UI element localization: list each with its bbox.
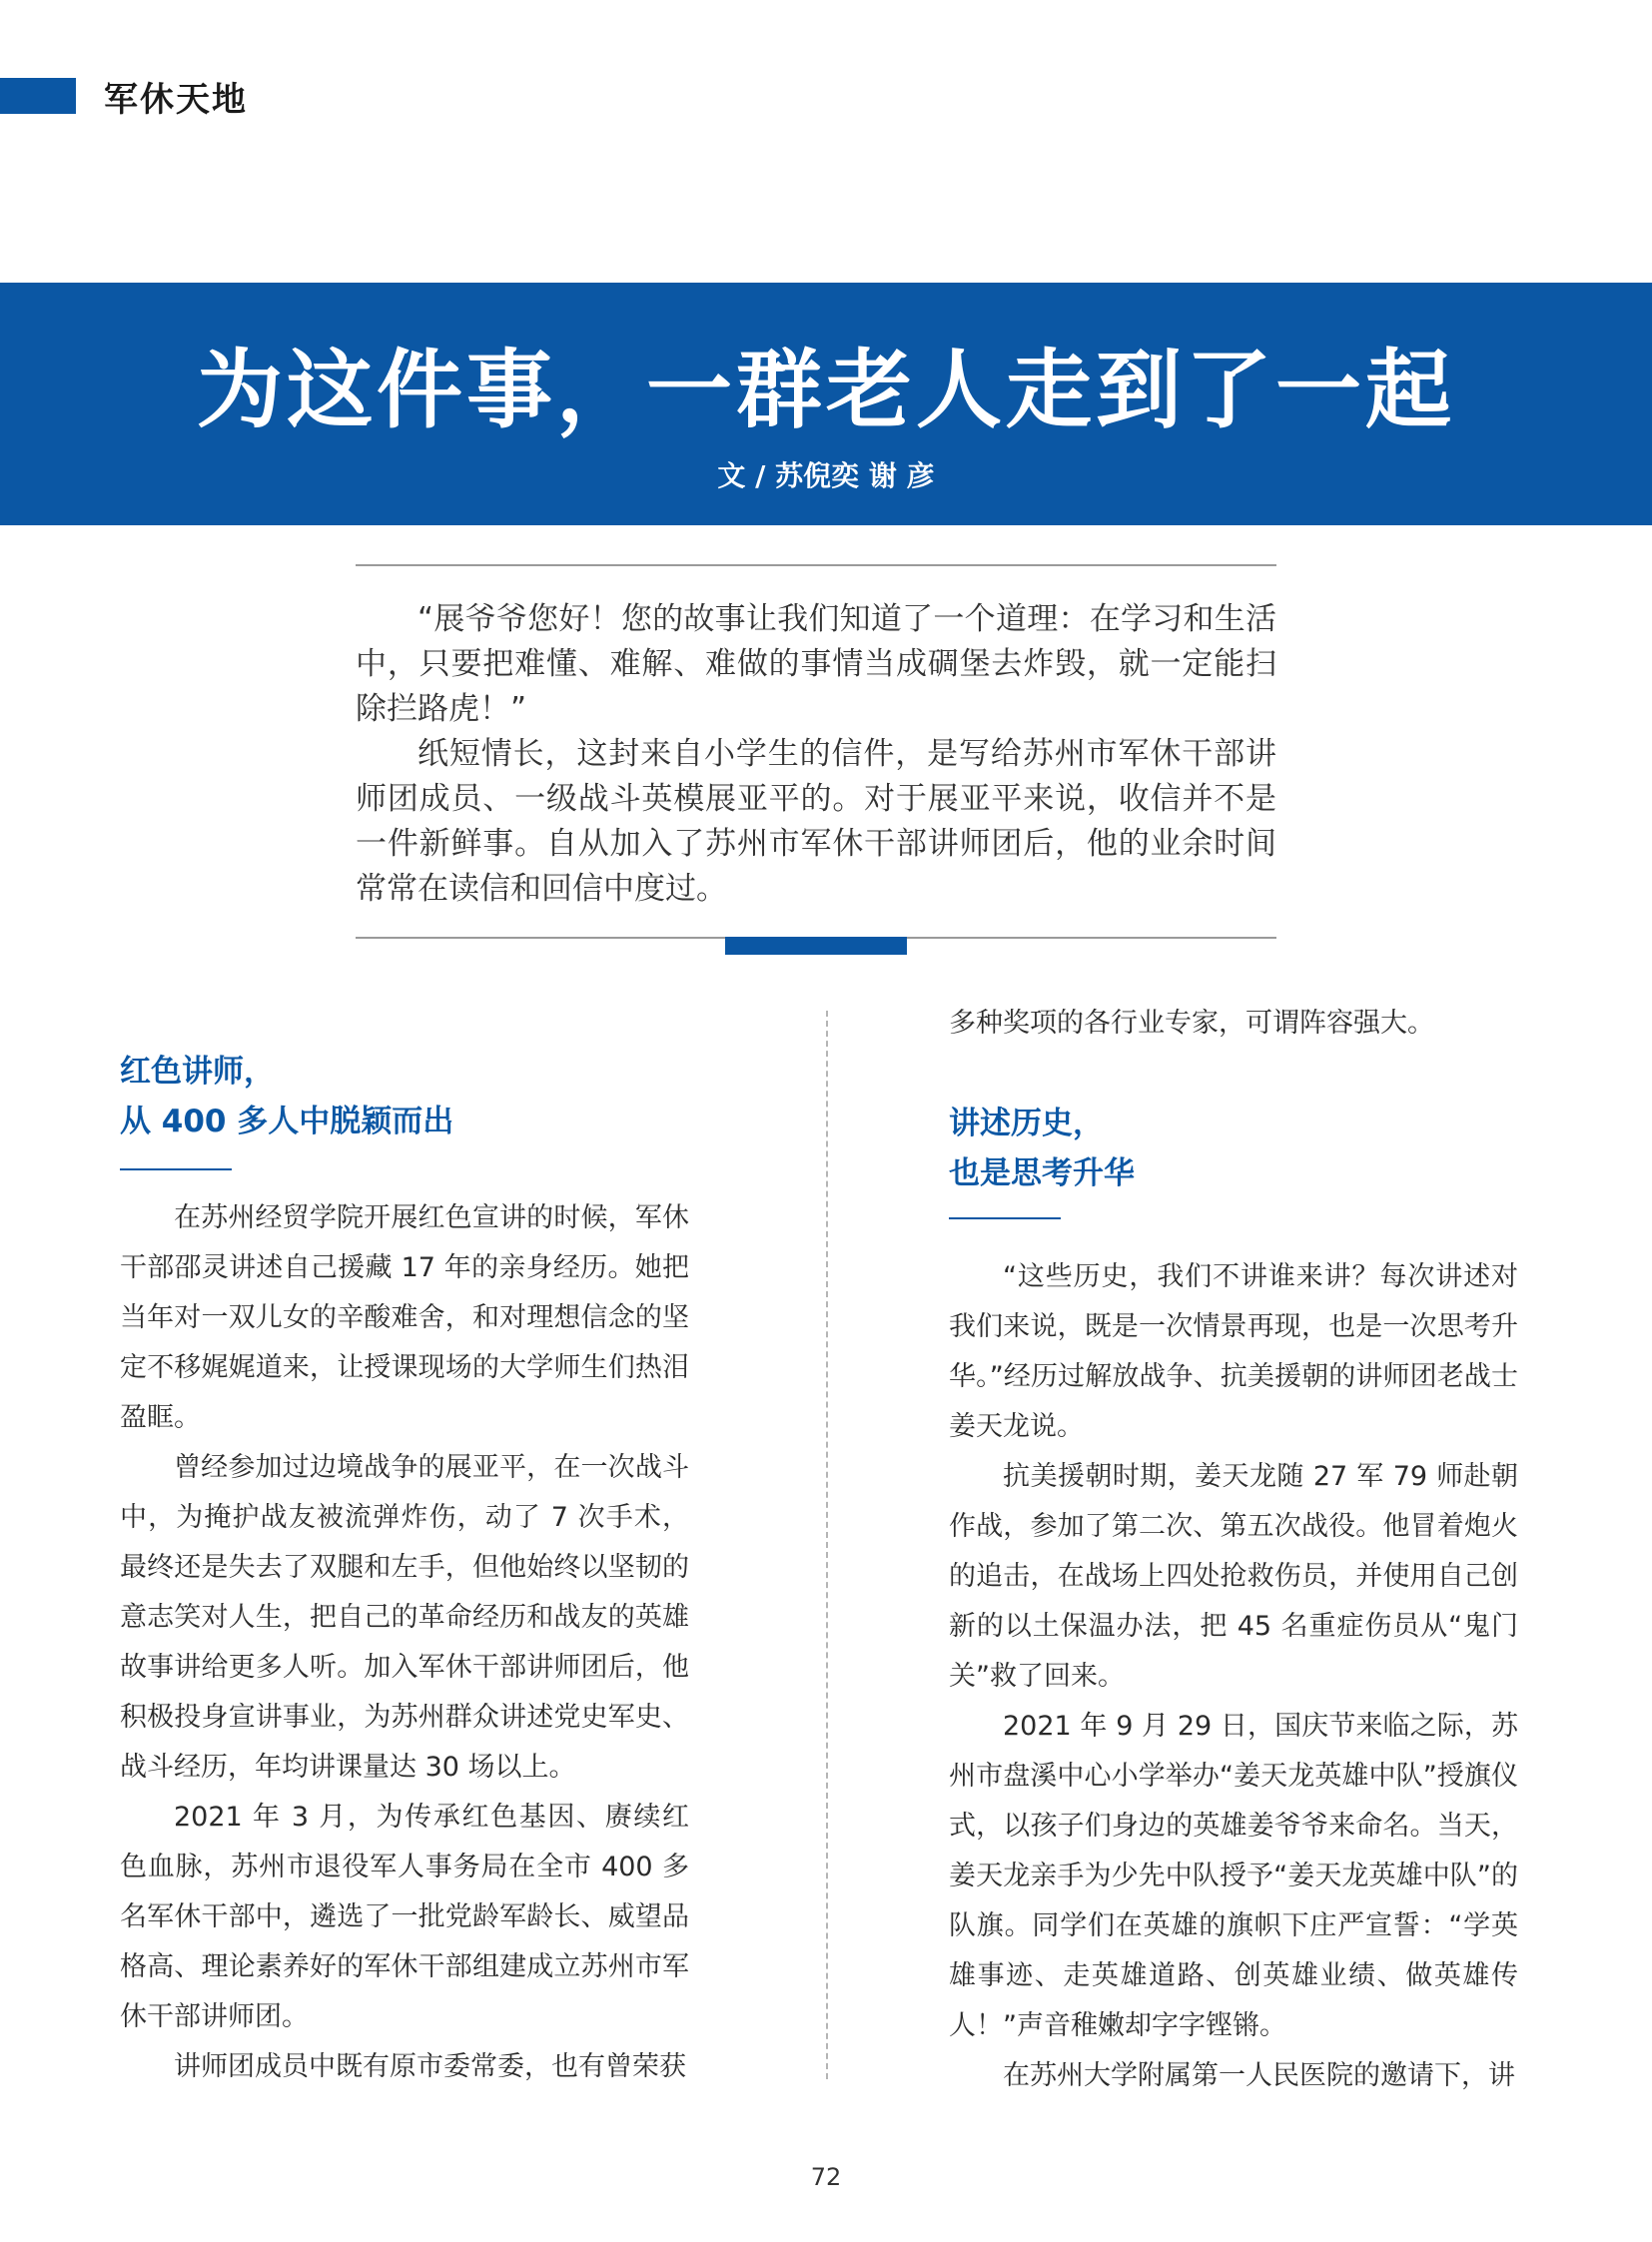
section1-heading [120,1047,453,1146]
body-paragraph: 抗美援朝时期，姜天龙随 27 军 79 师赴朝作战，参加了第二次、第五次战役。他冒着炮火的追击，在战场上四处抢救伤员，并使用自己创新的以土保温办法，把 45 名重症伤员从“鬼门关”救了回来。 [949,1461,1518,1692]
article-lead [356,597,1276,912]
section2-heading-line1: 讲述历史， [949,1106,1104,1141]
left-column-body [120,1193,689,2092]
page-number: 72 [810,2163,842,2191]
article-title: 为这件事，一群老人走到了一起 [197,341,1455,440]
section-label: 军休天地 [104,80,248,120]
section-color-bar [0,78,76,114]
body-paragraph: 2021 年 3 月，为传承红色基因、赓续红色血脉，苏州市退役军人事务局在全市 400 多名军休干部中，遴选了一批党龄军龄长、威望品格高、理论素养好的军休干部组建成立苏州市军休干部讲师团。 [120,1802,689,2032]
lead-top-rule [356,564,1276,566]
lead-paragraph: 纸短情长，这封来自小学生的信件，是写给苏州市军休干部讲师团成员、一级战斗英模展亚平的。对于展亚平来说，收信并不是一件新鲜事。自从加入了苏州市军休干部讲师团后，他的业余时间常常在读信和回信中度过。 [356,736,1276,907]
lead-accent-bar [725,937,907,955]
right-column-body [949,1252,1518,2101]
body-paragraph-continuation: 多种奖项的各行业专家，可谓阵容强大。 [949,1008,1434,1039]
body-paragraph: 曾经参加过边境战争的展亚平，在一次战斗中，为掩护战友被流弹炸伤，动了 7 次手术，最终还是失去了双腿和左手，但他始终以坚韧的意志笑对人生，把自己的革命经历和战友的英雄故事讲给更多人听。加入军休干部讲师团后，他积极投身宣讲事业，为苏州群众讲述党史军史、战斗经历，年均讲课量达 30 场以上。 [120,1452,689,1783]
body-paragraph: 在苏州大学附属第一人民医院的邀请下，讲 [1003,2060,1515,2091]
section1-heading-line2: 从 400 多人中脱颖而出 [120,1104,454,1139]
body-paragraph: 2021 年 9 月 29 日，国庆节来临之际，苏州市盘溪中心小学举办“姜天龙英雄中队”授旗仪式，以孩子们身边的英雄姜爷爷来命名。当天，姜天龙亲手为少先中队授予“姜天龙英雄中队”的队旗。同学们在英雄的旗帜下庄严宣誓：“学英雄事迹、走英雄道路、创英雄业绩、做英雄传人！”声音稚嫩却字字铿锵。 [949,1711,1518,2041]
body-paragraph: 在苏州经贸学院开展红色宣讲的时候，军休干部邵灵讲述自己援藏 17 年的亲身经历。她把当年对一双儿女的辛酸难舍，和对理想信念的坚定不移娓娓道来，让授课现场的大学师生们热泪盈眶。 [120,1202,689,1433]
column-divider [826,1011,828,2079]
title-banner [0,283,1652,525]
section1-heading-line1: 红色讲师， [120,1054,275,1090]
section2-heading-line2: 也是思考升华 [949,1155,1135,1191]
right-column-continuation [949,999,1518,1049]
section2-heading-rule [949,1217,1061,1219]
body-paragraph: “这些历史，我们不讲谁来讲？每次讲述对我们来说，既是一次情景再现，也是一次思考升华。”经历过解放战争、抗美援朝的讲师团老战士姜天龙说。 [949,1261,1518,1442]
section2-heading [949,1099,1135,1198]
article-byline: 文 / 苏倪奕 谢 彦 [717,459,935,492]
section1-heading-rule [120,1168,232,1170]
body-paragraph: 讲师团成员中既有原市委常委，也有曾荣获 [174,2051,686,2082]
lead-paragraph: “展爷爷您好！您的故事让我们知道了一个道理：在学习和生活中，只要把难懂、难解、难做的事情当成碉堡去炸毁，就一定能扫除拦路虎！” [356,601,1276,727]
